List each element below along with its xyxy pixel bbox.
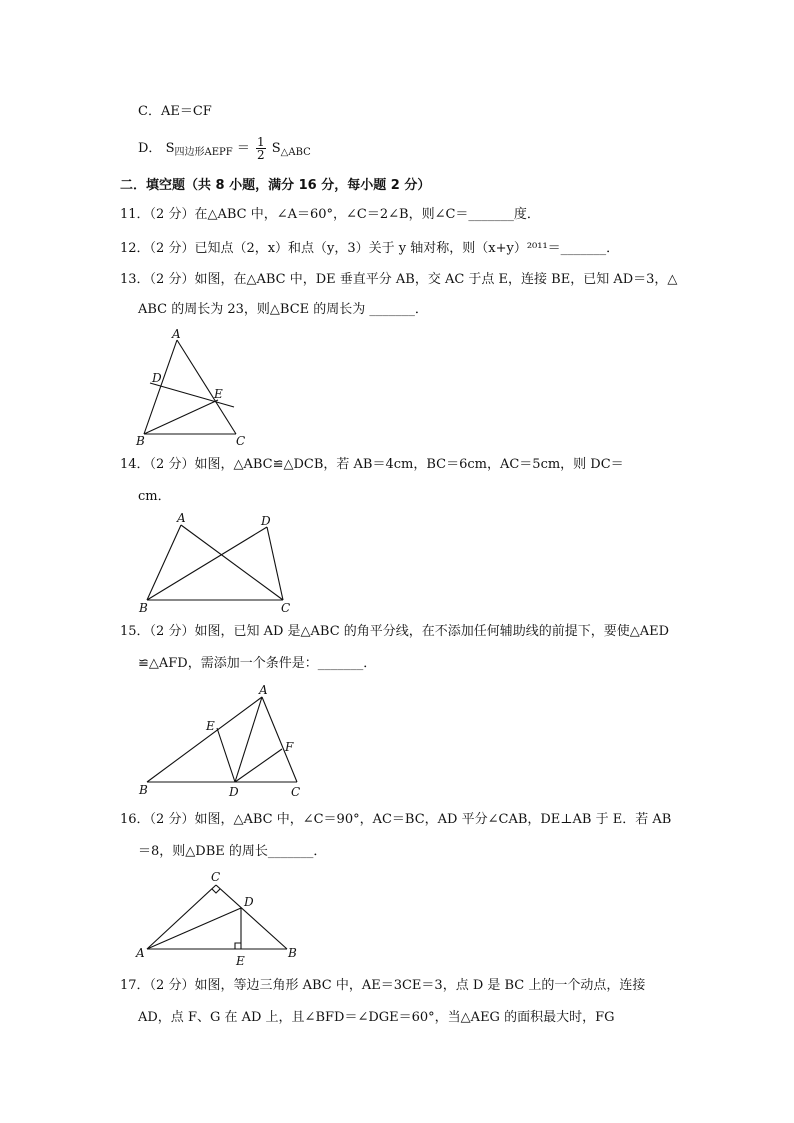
edge-ed (217, 728, 235, 782)
question-16-line-1: 16．（2 分）如图，△ABC 中，∠C＝90°，AC＝BC，AD 平分∠CAB，DE⊥AB 于 E．若 AB (120, 812, 672, 827)
option-d-sub1: 四边形AEPF (174, 147, 233, 158)
figure-13 (130, 325, 260, 450)
label-b: B (139, 783, 148, 797)
label-b: B (288, 946, 297, 960)
fraction-numerator: 1 (256, 135, 265, 149)
label-a: A (259, 683, 268, 697)
label-e: E (236, 954, 245, 968)
label-a: A (177, 511, 186, 525)
question-15-line-2: ≌△AFD，需添加一个条件是：_______． (138, 656, 377, 671)
edge-df (235, 749, 282, 782)
edge-ac (181, 525, 283, 600)
edge-dc (267, 527, 283, 600)
question-13-line-2: ABC 的周长为 23，则△BCE 的周长为 _______． (138, 302, 428, 317)
question-15-line-1: 15．（2 分）如图，已知 AD 是△ABC 的角平分线，在不添加任何辅助线的前提下，要使△AED (120, 624, 670, 639)
label-c: C (291, 785, 301, 799)
edge-be (144, 400, 218, 434)
figure-14 (135, 510, 300, 618)
label-e: E (206, 719, 215, 733)
label-e: E (214, 387, 223, 401)
right-angle-mark-c (212, 889, 220, 893)
right-angle-mark-e (235, 943, 241, 949)
label-a: A (172, 327, 181, 341)
question-11: 11．（2 分）在△ABC 中，∠A＝60°，∠C＝2∠B，则∠C＝_______度． (120, 207, 540, 222)
question-17-line-2: AD，点 F、G 在 AD 上，且∠BFD＝∠DGE＝60°，当△AEG 的面积最大时，FG (138, 1010, 615, 1025)
edge-bd (147, 527, 267, 600)
figure-16 (130, 865, 310, 970)
option-d (138, 136, 311, 162)
label-c: C (236, 434, 246, 448)
label-d: D (152, 371, 162, 385)
question-14-line-2: cm． (138, 489, 171, 504)
figure-15 (135, 680, 310, 800)
label-a: A (136, 946, 145, 960)
label-d: D (244, 895, 254, 909)
edge-ad (235, 697, 262, 782)
fraction-denominator: 2 (256, 148, 265, 162)
option-d-s1: S (165, 141, 175, 156)
edge-ba (147, 525, 181, 600)
option-c: C．AE＝CF (138, 104, 212, 119)
label-c: C (281, 601, 291, 615)
option-d-prefix: D． (138, 141, 162, 156)
edge-ac (177, 340, 236, 434)
label-d: D (229, 785, 239, 799)
question-14-line-1: 14．（2 分）如图，△ABC≌△DCB，若 AB＝4cm，BC＝6cm，AC＝5cm，则 DC＝ (120, 457, 624, 472)
edge-ab (144, 340, 177, 434)
label-b: B (139, 601, 148, 615)
option-d-s2: S (271, 141, 281, 156)
question-13-line-1: 13．（2 分）如图，在△ABC 中，DE 垂直平分 AB，交 AC 于点 E，连接 BE，已知 AD＝3，△ (120, 272, 678, 287)
label-c: C (211, 870, 221, 884)
edge-ad (147, 908, 241, 949)
option-d-eq: ＝ (236, 141, 250, 156)
question-17-line-1: 17．（2 分）如图，等边三角形 ABC 中，AE＝3CE＝3，点 D 是 BC 上的一个动点，连接 (120, 978, 646, 993)
edge-ac (147, 885, 216, 949)
label-b: B (136, 434, 145, 448)
edge-ba (147, 697, 262, 782)
option-d-sub2: △ABC (280, 147, 311, 158)
label-f: F (285, 740, 294, 754)
question-16-line-2: ＝8，则△DBE 的周长_______． (138, 844, 327, 859)
section-heading: 二．填空题（共 8 小题，满分 16 分，每小题 2 分） (120, 178, 431, 193)
label-d: D (261, 514, 271, 528)
option-d-fraction (256, 136, 266, 161)
question-12: 12．（2 分）已知点（2，x）和点（y，3）关于 y 轴对称，则（x+y）²⁰¹¹＝_______． (120, 241, 620, 256)
